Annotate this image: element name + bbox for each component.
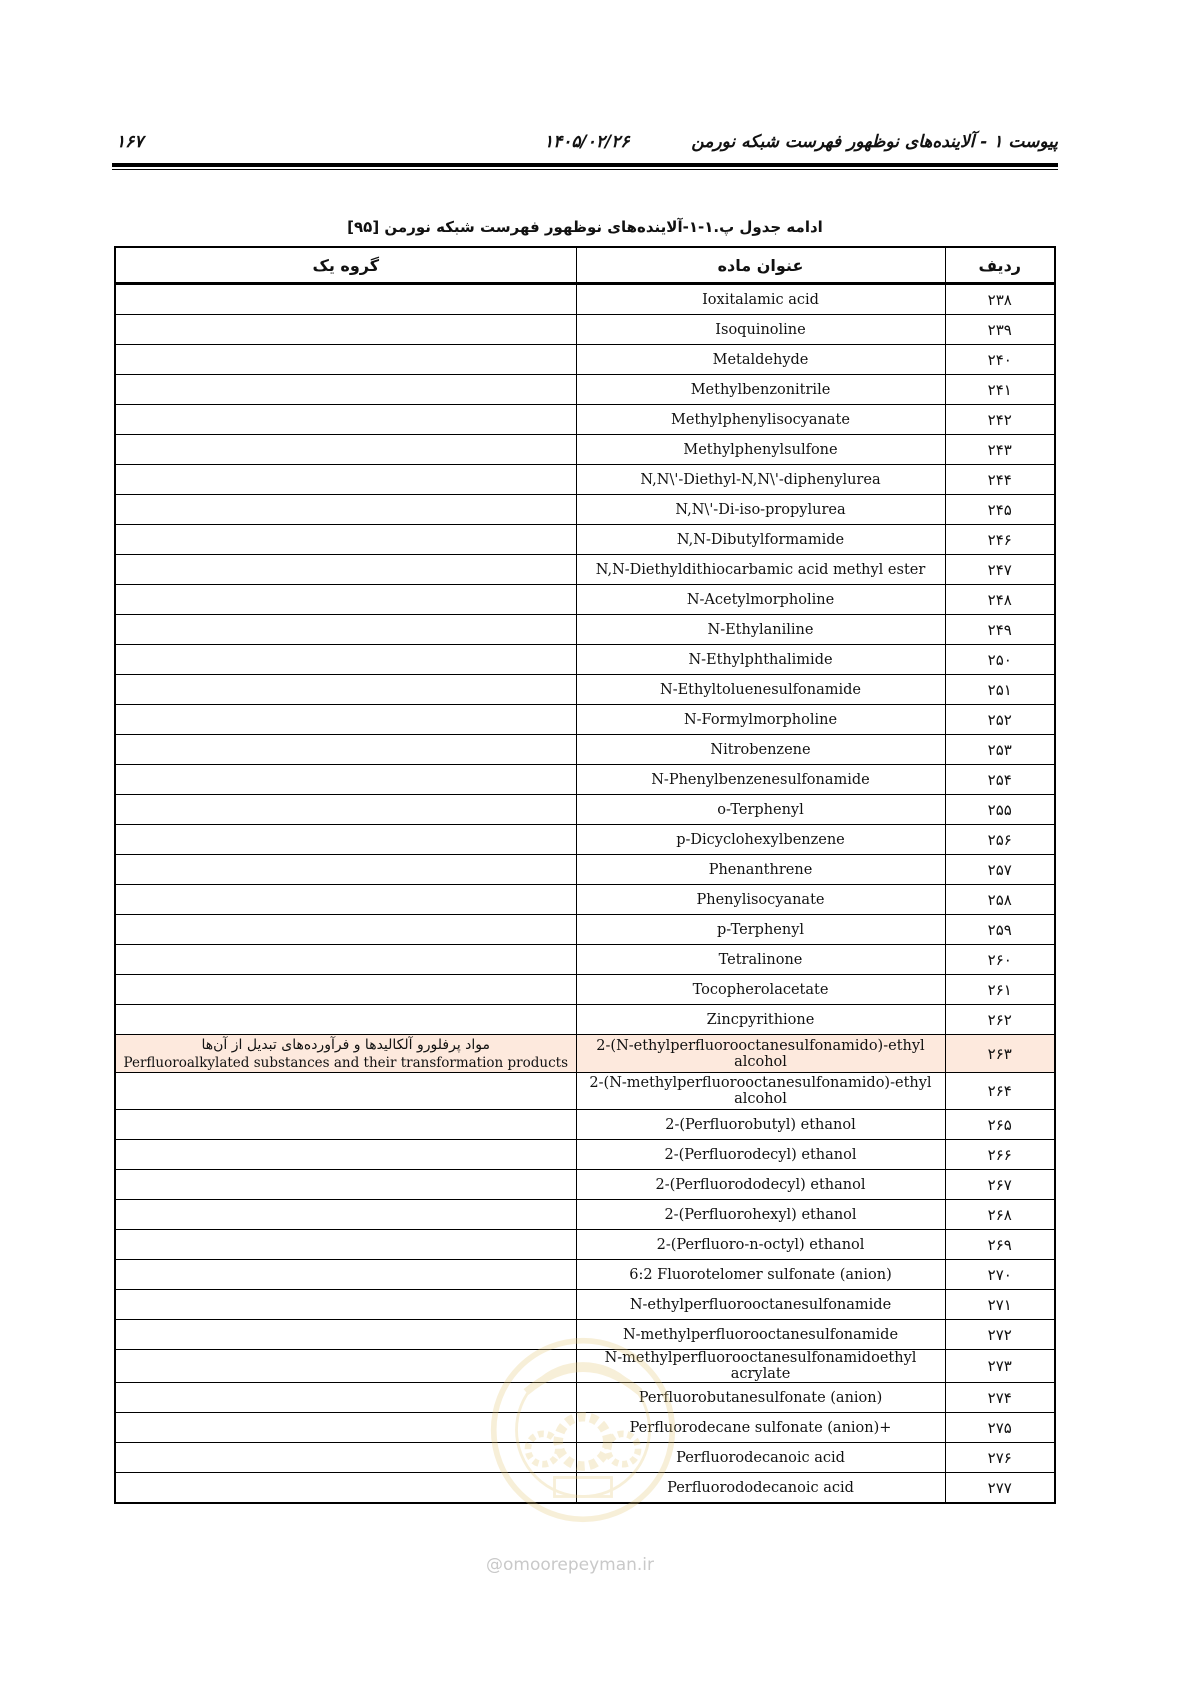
row-number-cell: ۲۴۶ <box>945 525 1055 555</box>
substance-name-cell: N-methylperfluorooctanesulfonamide <box>576 1320 945 1350</box>
table-row <box>115 345 1055 375</box>
header-rule-thin <box>112 169 1058 170</box>
table-row <box>115 825 1055 855</box>
substance-name-cell: Phenanthrene <box>576 855 945 885</box>
substance-name-cell: Metaldehyde <box>576 345 945 375</box>
header-date: ۱۴۰۵/۰۲/۲۶ <box>544 132 630 152</box>
page-number: ۱۶۷ <box>116 132 144 152</box>
table-row <box>115 1260 1055 1290</box>
group-cell <box>115 945 576 975</box>
table-caption: ادامه جدول پ.۱-۱-آلاینده‌های نوظهور فهرست شبکه نورمن [۹۵] <box>347 218 823 236</box>
row-number-cell: ۲۴۲ <box>945 405 1055 435</box>
table-row <box>115 855 1055 885</box>
row-number-cell: ۲۷۵ <box>945 1413 1055 1443</box>
substance-name-cell: N-ethylperfluorooctanesulfonamide <box>576 1290 945 1320</box>
group-cell <box>115 1320 576 1350</box>
table-row <box>115 435 1055 465</box>
table-row <box>115 1200 1055 1230</box>
substance-name-cell: N-Formylmorpholine <box>576 705 945 735</box>
row-number-cell: ۲۴۵ <box>945 495 1055 525</box>
group-cell <box>115 1383 576 1413</box>
table-row <box>115 525 1055 555</box>
group-cell <box>115 495 576 525</box>
group-cell <box>115 405 576 435</box>
row-number-cell: ۲۵۰ <box>945 645 1055 675</box>
substance-name-cell: p-Dicyclohexylbenzene <box>576 825 945 855</box>
row-number-cell: ۲۶۵ <box>945 1110 1055 1140</box>
contaminants-table <box>114 246 1056 1504</box>
table-row <box>115 1005 1055 1035</box>
group-cell <box>115 315 576 345</box>
row-number-cell: ۲۴۰ <box>945 345 1055 375</box>
substance-name-cell: Tetralinone <box>576 945 945 975</box>
substance-name-cell: Methylbenzonitrile <box>576 375 945 405</box>
row-number-cell: ۲۴۴ <box>945 465 1055 495</box>
group-cell <box>115 645 576 675</box>
table-row <box>115 465 1055 495</box>
substance-name-cell: Perfluorodecanoic acid <box>576 1443 945 1473</box>
substance-name-cell: Tocopherolacetate <box>576 975 945 1005</box>
group-cell <box>115 1350 576 1383</box>
table-row <box>115 1290 1055 1320</box>
group-cell <box>115 375 576 405</box>
group-cell <box>115 1230 576 1260</box>
row-number-cell: ۲۳۹ <box>945 315 1055 345</box>
group-cell <box>115 675 576 705</box>
row-number-cell: ۲۶۲ <box>945 1005 1055 1035</box>
row-number-cell: ۲۶۱ <box>945 975 1055 1005</box>
table-row <box>115 735 1055 765</box>
substance-name-cell: N-methylperfluorooctanesulfonamidoethyl acrylate <box>576 1350 945 1383</box>
substance-name-cell: o-Terphenyl <box>576 795 945 825</box>
row-number-cell: ۲۵۱ <box>945 675 1055 705</box>
table-header-row <box>115 247 1055 284</box>
group-cell <box>115 705 576 735</box>
substance-name-cell: Methylphenylsulfone <box>576 435 945 465</box>
substance-name-cell: N,N-Diethyldithiocarbamic acid methyl ester <box>576 555 945 585</box>
row-number-cell: ۲۴۹ <box>945 615 1055 645</box>
header-title: پیوست ۱ - آلاینده‌های نوظهور فهرست شبکه نورمن <box>691 132 1058 152</box>
row-number-cell: ۲۷۱ <box>945 1290 1055 1320</box>
substance-name-cell: Methylphenylisocyanate <box>576 405 945 435</box>
table-row <box>115 1230 1055 1260</box>
row-number-cell: ۲۳۸ <box>945 284 1055 315</box>
substance-name-cell: Zincpyrithione <box>576 1005 945 1035</box>
header-group: گروه یک <box>115 247 576 284</box>
table-row <box>115 705 1055 735</box>
header-row-number: ردیف <box>945 247 1055 284</box>
table-row <box>115 795 1055 825</box>
row-number-cell: ۲۶۸ <box>945 1200 1055 1230</box>
table-row <box>115 284 1055 315</box>
row-number-cell: ۲۵۵ <box>945 795 1055 825</box>
table-row <box>115 945 1055 975</box>
group-cell <box>115 555 576 585</box>
row-number-cell: ۲۷۷ <box>945 1473 1055 1504</box>
row-number-cell: ۲۶۹ <box>945 1230 1055 1260</box>
table-row <box>115 1473 1055 1504</box>
table-row <box>115 375 1055 405</box>
group-cell <box>115 1413 576 1443</box>
table-row <box>115 585 1055 615</box>
table-row <box>115 645 1055 675</box>
row-number-cell: ۲۵۶ <box>945 825 1055 855</box>
group-cell <box>115 1290 576 1320</box>
substance-name-cell: 2-(Perfluorododecyl) ethanol <box>576 1170 945 1200</box>
group-cell <box>115 465 576 495</box>
table-row <box>115 1350 1055 1383</box>
group-cell <box>115 525 576 555</box>
table-row <box>115 675 1055 705</box>
group-cell <box>115 345 576 375</box>
table-row <box>115 1073 1055 1110</box>
substance-name-cell: 2-(Perfluorobutyl) ethanol <box>576 1110 945 1140</box>
header-substance-name: عنوان ماده <box>576 247 945 284</box>
substance-name-cell: N,N-Dibutylformamide <box>576 525 945 555</box>
row-number-cell: ۲۵۷ <box>945 855 1055 885</box>
substance-name-cell: 2-(Perfluorohexyl) ethanol <box>576 1200 945 1230</box>
substance-name-cell: 2-(N-ethylperfluorooctanesulfonamido)-ethyl alcohol <box>576 1035 945 1073</box>
substance-name-cell: N-Phenylbenzenesulfonamide <box>576 765 945 795</box>
row-number-cell: ۲۶۴ <box>945 1073 1055 1110</box>
watermark-url: @omoorepeyman.ir <box>486 1555 655 1575</box>
table-row <box>115 1170 1055 1200</box>
substance-name-cell: Perfluorododecanoic acid <box>576 1473 945 1504</box>
row-number-cell: ۲۷۲ <box>945 1320 1055 1350</box>
group-label-en: Perfluoroalkylated substances and their transformation products <box>123 1055 568 1071</box>
group-cell <box>115 284 576 315</box>
substance-name-cell: 6:2 Fluorotelomer sulfonate (anion) <box>576 1260 945 1290</box>
table-row <box>115 615 1055 645</box>
substance-name-cell: N-Ethyltoluenesulfonamide <box>576 675 945 705</box>
table-row <box>115 915 1055 945</box>
group-cell <box>115 615 576 645</box>
substance-name-cell: Perfluorodecane sulfonate (anion)+ <box>576 1413 945 1443</box>
group-cell <box>115 1473 576 1504</box>
row-number-cell: ۲۶۰ <box>945 945 1055 975</box>
table-row <box>115 885 1055 915</box>
row-number-cell: ۲۵۸ <box>945 885 1055 915</box>
table-row <box>115 1110 1055 1140</box>
row-number-cell: ۲۶۶ <box>945 1140 1055 1170</box>
row-number-cell: ۲۷۶ <box>945 1443 1055 1473</box>
table-row <box>115 975 1055 1005</box>
row-number-cell: ۲۴۳ <box>945 435 1055 465</box>
row-number-cell: ۲۶۳ <box>945 1035 1055 1073</box>
table-row <box>115 1413 1055 1443</box>
table-row <box>115 555 1055 585</box>
group-cell <box>115 1443 576 1473</box>
group-cell <box>115 885 576 915</box>
row-number-cell: ۲۵۴ <box>945 765 1055 795</box>
group-cell <box>115 1140 576 1170</box>
group-cell <box>115 1005 576 1035</box>
group-cell <box>115 1170 576 1200</box>
group-cell <box>115 975 576 1005</box>
group-cell <box>115 765 576 795</box>
row-number-cell: ۲۴۷ <box>945 555 1055 585</box>
row-number-cell: ۲۶۷ <box>945 1170 1055 1200</box>
substance-name-cell: 2-(N-methylperfluorooctanesulfonamido)-ethyl alcohol <box>576 1073 945 1110</box>
row-number-cell: ۲۴۸ <box>945 585 1055 615</box>
row-number-cell: ۲۷۳ <box>945 1350 1055 1383</box>
substance-name-cell: Ioxitalamic acid <box>576 284 945 315</box>
row-number-cell: ۲۵۳ <box>945 735 1055 765</box>
group-cell <box>115 1110 576 1140</box>
row-number-cell: ۲۴۱ <box>945 375 1055 405</box>
substance-name-cell: Isoquinoline <box>576 315 945 345</box>
row-number-cell: ۲۵۲ <box>945 705 1055 735</box>
substance-name-cell: N-Acetylmorpholine <box>576 585 945 615</box>
table-row <box>115 405 1055 435</box>
group-cell <box>115 915 576 945</box>
group-cell <box>115 1035 576 1073</box>
group-cell <box>115 1260 576 1290</box>
group-cell <box>115 435 576 465</box>
substance-name-cell: Nitrobenzene <box>576 735 945 765</box>
table-row <box>115 1320 1055 1350</box>
group-cell <box>115 1200 576 1230</box>
header-rule <box>112 163 1058 167</box>
table-row <box>115 1140 1055 1170</box>
table-row <box>115 495 1055 525</box>
table-row <box>115 765 1055 795</box>
row-number-cell: ۲۷۴ <box>945 1383 1055 1413</box>
page-header <box>112 128 1058 168</box>
substance-name-cell: N,N\'-Diethyl-N,N\'-diphenylurea <box>576 465 945 495</box>
table-row <box>115 1035 1055 1073</box>
table-row <box>115 1443 1055 1473</box>
substance-name-cell: 2-(Perfluoro-n-octyl) ethanol <box>576 1230 945 1260</box>
group-cell <box>115 1073 576 1110</box>
table-row <box>115 1383 1055 1413</box>
row-number-cell: ۲۵۹ <box>945 915 1055 945</box>
row-number-cell: ۲۷۰ <box>945 1260 1055 1290</box>
table-row <box>115 315 1055 345</box>
group-cell <box>115 855 576 885</box>
group-label-fa: مواد پرفلورو آلکالیدها و فرآورده‌های تبدیل از آن‌ها <box>201 1037 491 1053</box>
substance-name-cell: N,N\'-Di-iso-propylurea <box>576 495 945 525</box>
substance-name-cell: 2-(Perfluorodecyl) ethanol <box>576 1140 945 1170</box>
group-cell <box>115 825 576 855</box>
group-cell <box>115 795 576 825</box>
substance-name-cell: N-Ethylaniline <box>576 615 945 645</box>
substance-name-cell: p-Terphenyl <box>576 915 945 945</box>
group-cell <box>115 735 576 765</box>
substance-name-cell: Phenylisocyanate <box>576 885 945 915</box>
group-cell <box>115 585 576 615</box>
substance-name-cell: Perfluorobutanesulfonate (anion) <box>576 1383 945 1413</box>
substance-name-cell: N-Ethylphthalimide <box>576 645 945 675</box>
